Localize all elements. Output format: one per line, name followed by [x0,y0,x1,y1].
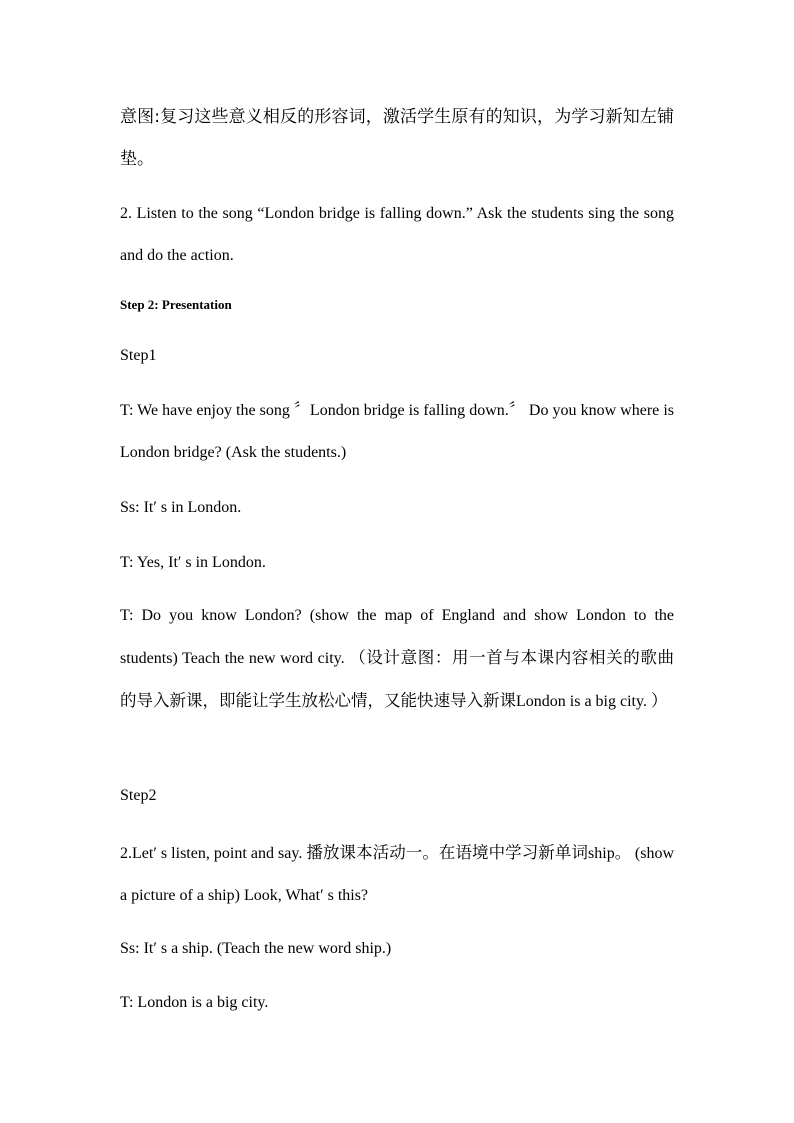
paragraph-text: T: Do you know London? (show the map of England and show London to the students) Teach the new word city. [120,607,674,667]
paragraph-text: London is a big city. [516,693,651,710]
paragraph-listen-song [120,193,674,277]
paragraph-text: Ss: It′ s a ship. (Teach the new word ship.) [120,940,392,957]
step-label-step2 [120,775,674,817]
paragraph-teacher-yes-london [120,542,674,584]
section-heading-presentation [120,295,674,315]
paragraph-text: Ss: It′ s in London. [120,499,242,516]
heading-text: Step 2: Presentation [120,297,232,312]
closing-parenthesis: ） [650,691,668,710]
design-intent-note: （设计意图：用一首与本课内容相关的歌曲的导入新课，即能让学生放松心情，又能快速导入新课 [120,648,675,710]
paragraph-lets-listen-point-say [120,832,674,917]
paragraph-text: 2. Listen to the song “London bridge is falling down.” Ask the students sing the song and do the action. [120,205,674,264]
step-text: Step1 [120,347,157,364]
paragraph-teacher-enjoy-song [120,390,674,474]
step-label-step1 [120,335,674,377]
step-text: Step2 [120,787,157,804]
activity-instruction: 播放课本活动一。在语境中学习新单词 [306,843,589,862]
paragraph-text: 2.Let′ s listen, point and say. [120,845,307,862]
paragraph-text: T: We have enjoy the song 〞London bridge is falling down.〞 Do you know where is London bridge? (Ask the students.) [120,402,674,461]
paragraph-intent-review [120,96,674,180]
paragraph-text: ship。 (show a picture of a ship) Look, What′ s this? [120,845,674,904]
paragraph-teacher-big-city [120,982,674,1024]
paragraph-text: 意图:复习这些意义相反的形容词，激活学生原有的知识，为学习新知左铺垫。 [120,107,674,169]
paragraph-teacher-do-you-know-london [120,595,674,723]
paragraph-students-answer-london [120,487,674,529]
paragraph-text: T: Yes, It′ s in London. [120,554,266,571]
paragraph-students-its-a-ship [120,928,674,970]
paragraph-text: T: London is a big city. [120,994,269,1011]
